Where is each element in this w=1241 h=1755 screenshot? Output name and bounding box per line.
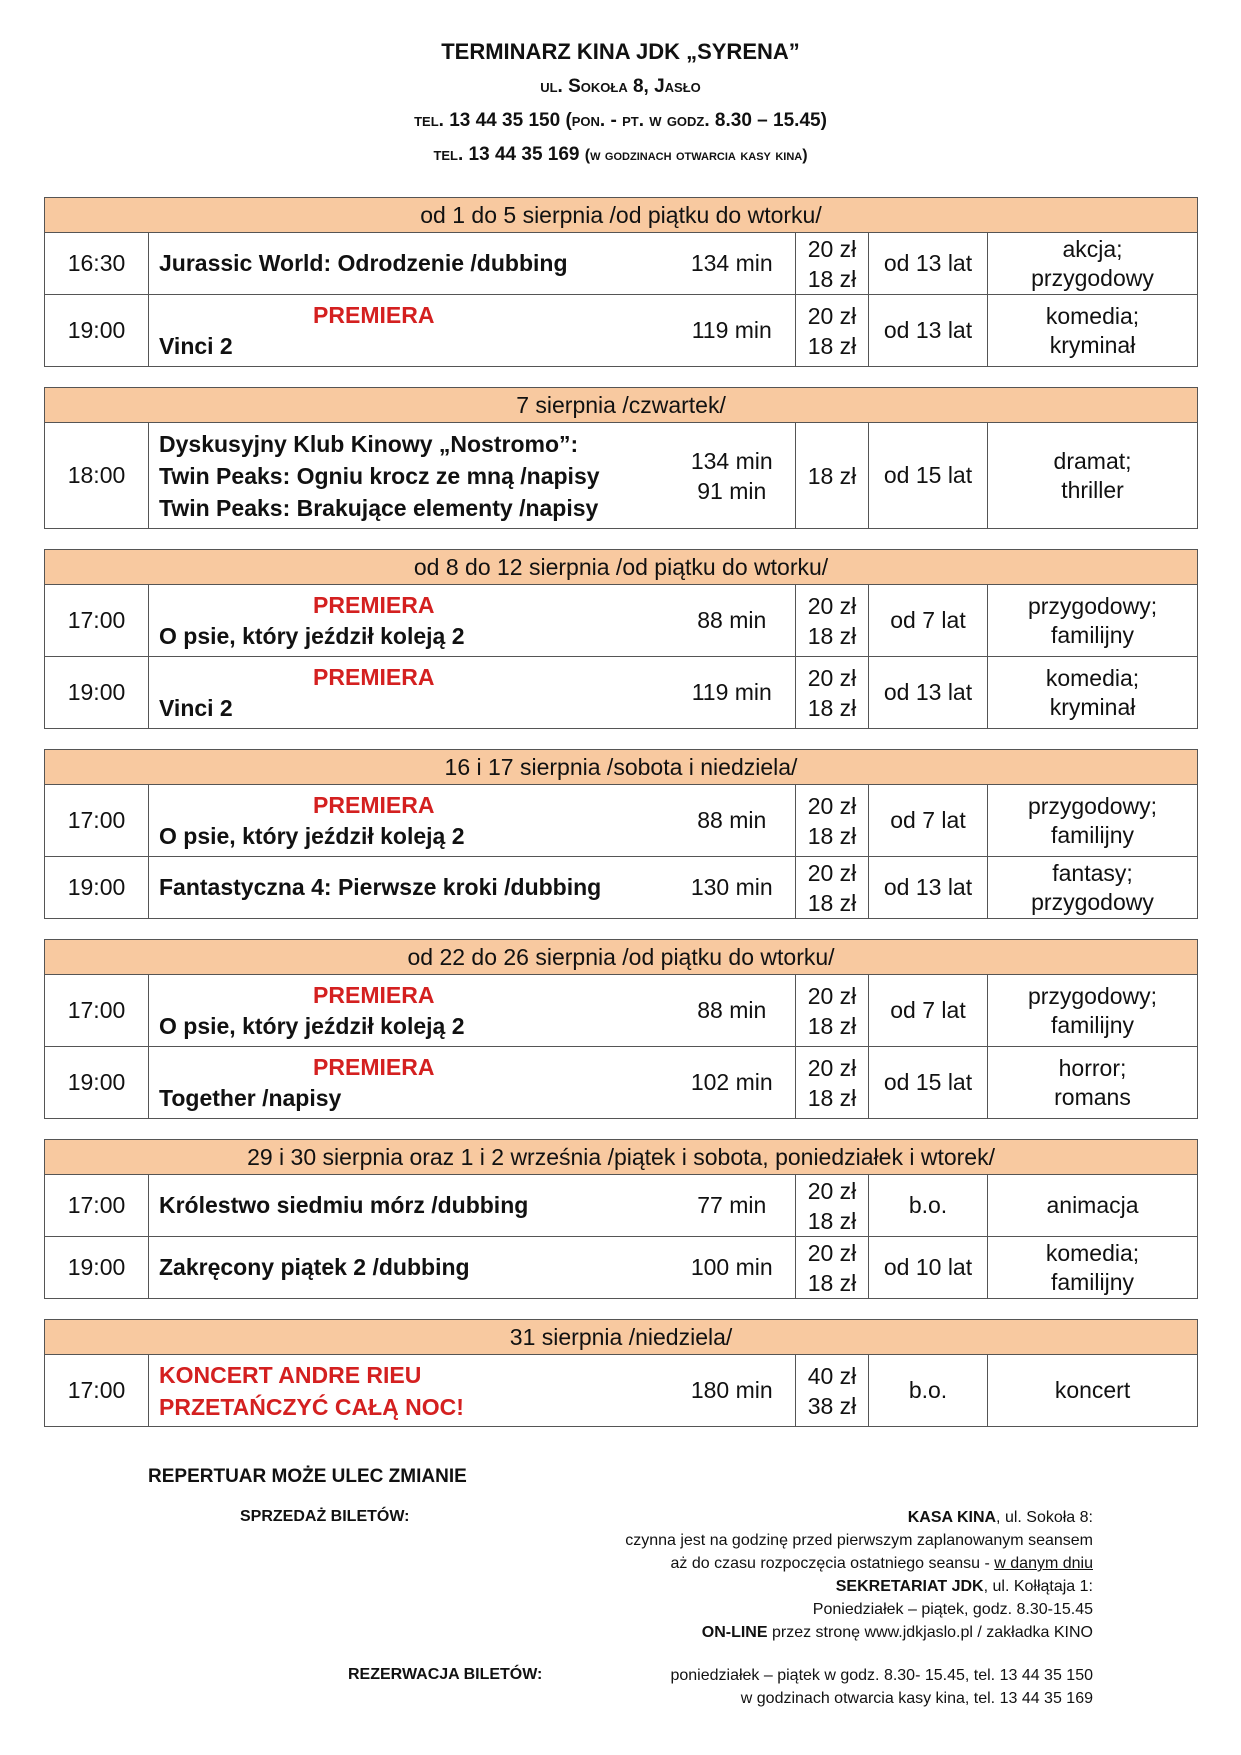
price (796, 1237, 869, 1299)
price (796, 585, 869, 657)
duration: 88 min (669, 975, 796, 1047)
premiere-badge: PREMIERA (313, 591, 435, 618)
block-heading: od 8 do 12 sierpnia /od piątku do wtorku/ (45, 550, 1198, 585)
page-header (0, 34, 1241, 173)
price (796, 857, 869, 919)
reservation-line-1: poniedziałek – piątek w godz. 8.30- 15.45, tel. 13 44 35 150 (670, 1667, 1093, 1684)
schedule-block (44, 749, 1198, 919)
show-time: 17:00 (45, 785, 149, 857)
duration: 77 min (669, 1175, 796, 1237)
sales-info (625, 1506, 1093, 1644)
table-row (45, 1047, 1198, 1119)
age-rating: od 15 lat (869, 423, 988, 529)
age-rating: od 13 lat (869, 233, 988, 295)
show-time: 17:00 (45, 585, 149, 657)
reservation-label: REZERWACJA BILETÓW: (348, 1666, 543, 1683)
show-time: 19:00 (45, 657, 149, 729)
table-row (45, 975, 1198, 1047)
genre (988, 295, 1198, 367)
table-row (45, 857, 1198, 919)
phone-number-2: tel. 13 44 35 169 (433, 144, 580, 165)
reservation-line-2: w godzinach otwarcia kasy kina, tel. 13 44 35 169 (740, 1690, 1093, 1707)
schedule-block (44, 197, 1198, 367)
phone-number-1: tel. 13 44 35 150 (414, 110, 561, 131)
genre: koncert (988, 1355, 1198, 1427)
age-rating: od 7 lat (869, 585, 988, 657)
age-rating: od 13 lat (869, 857, 988, 919)
age-rating: od 15 lat (869, 1047, 988, 1119)
price: 18 zł (796, 423, 869, 529)
price (796, 1047, 869, 1119)
movie-title-cell (149, 423, 669, 529)
genre (988, 857, 1198, 919)
sekretariat-hours: Poniedziałek – piątek, godz. 8.30-15.45 (812, 1601, 1093, 1618)
price-reduced: 18 zł (807, 1084, 857, 1111)
genre (988, 233, 1198, 295)
block-heading: 7 sierpnia /czwartek/ (45, 388, 1198, 423)
genre-2: romans (1054, 1083, 1131, 1110)
price-reduced: 18 zł (807, 332, 857, 359)
price-reduced: 18 zł (807, 265, 857, 292)
price (796, 1175, 869, 1237)
reservation-info (670, 1664, 1093, 1710)
table-row (45, 785, 1198, 857)
show-time: 19:00 (45, 1237, 149, 1299)
show-time: 17:00 (45, 1175, 149, 1237)
kasa-hours-1: czynna jest na godzinę przed pierwszym zaplanowanym seansem (625, 1532, 1093, 1549)
kasa-address: , ul. Sokoła 8: (996, 1509, 1093, 1526)
duration-2: 91 min (697, 477, 767, 504)
genre (988, 585, 1198, 657)
age-rating: od 13 lat (869, 295, 988, 367)
phone-hours-1: (pon. - pt. w godz. 8.30 – 15.45) (565, 110, 827, 131)
movie-title: Vinci 2 (159, 332, 233, 359)
price-normal: 20 zł (807, 792, 857, 819)
duration: 88 min (669, 785, 796, 857)
movie-title-cell (149, 585, 669, 657)
price-reduced: 18 zł (807, 1269, 857, 1296)
age-rating: od 7 lat (869, 785, 988, 857)
duration: 119 min (669, 657, 796, 729)
genre-2: thriller (1061, 476, 1124, 503)
price (796, 233, 869, 295)
movie-title: Królestwo siedmiu mórz /dubbing (149, 1175, 669, 1237)
price-normal: 20 zł (807, 592, 857, 619)
genre (988, 1237, 1198, 1299)
genre (988, 423, 1198, 529)
price-normal: 20 zł (807, 302, 857, 329)
premiere-badge: PREMIERA (313, 981, 435, 1008)
genre-1: horror; (1058, 1054, 1127, 1081)
price-reduced: 18 zł (807, 1012, 857, 1039)
price-reduced: 18 zł (807, 822, 857, 849)
online-link[interactable]: przez stronę www.jdkjaslo.pl / zakładka KINO (767, 1624, 1093, 1641)
price-normal: 20 zł (807, 859, 857, 886)
schedule-block (44, 549, 1198, 729)
price-reduced: 18 zł (807, 694, 857, 721)
show-time: 19:00 (45, 857, 149, 919)
table-row (45, 657, 1198, 729)
genre-2: familijny (1050, 1011, 1135, 1038)
duration: 119 min (669, 295, 796, 367)
price-reduced: 18 zł (807, 1207, 857, 1234)
show-time: 17:00 (45, 1355, 149, 1427)
genre-1: komedia; (1045, 302, 1140, 329)
premiere-badge: PREMIERA (313, 301, 435, 328)
movie-title-cell (149, 975, 669, 1047)
genre-2: familijny (1050, 621, 1135, 648)
movie-title: Together /napisy (159, 1084, 342, 1111)
age-rating: b.o. (869, 1175, 988, 1237)
price-normal: 40 zł (807, 1362, 857, 1389)
phone-line-1 (0, 104, 1241, 138)
premiere-badge: PREMIERA (313, 791, 435, 818)
genre-2: kryminał (1049, 331, 1136, 358)
schedule-block (44, 1319, 1198, 1427)
duration: 130 min (669, 857, 796, 919)
schedule-block (44, 939, 1198, 1119)
genre (988, 975, 1198, 1047)
kasa-hours-2 (625, 1552, 1093, 1575)
block-heading: 31 sierpnia /niedziela/ (45, 1320, 1198, 1355)
cinema-address: ul. Sokoła 8, Jasło (540, 76, 701, 97)
genre (988, 785, 1198, 857)
price-normal: 20 zł (807, 982, 857, 1009)
movie-title: Twin Peaks: Ogniu krocz ze mną /napisy (159, 462, 600, 489)
schedule-block (44, 1139, 1198, 1299)
schedule (44, 197, 1197, 1447)
genre-2: przygodowy (1031, 264, 1154, 291)
movie-title: O psie, który jeździł koleją 2 (159, 1012, 465, 1039)
table-row (45, 423, 1198, 529)
sekretariat-line (625, 1575, 1093, 1598)
price (796, 295, 869, 367)
club-name: Dyskusyjny Klub Kinowy „Nostromo”: (159, 430, 579, 457)
age-rating: od 10 lat (869, 1237, 988, 1299)
price-reduced: 38 zł (807, 1392, 857, 1419)
movie-title: Twin Peaks: Brakujące elementy /napisy (159, 494, 599, 521)
price (796, 1355, 869, 1427)
price (796, 657, 869, 729)
movie-title-cell (149, 785, 669, 857)
table-row (45, 233, 1198, 295)
duration-1: 134 min (690, 447, 773, 474)
premiere-badge: PREMIERA (313, 663, 435, 690)
kasa-hours-2-underlined: w danym dniu (994, 1555, 1093, 1572)
table-row (45, 295, 1198, 367)
price-normal: 20 zł (807, 1054, 857, 1081)
genre-1: fantasy; (1052, 859, 1133, 886)
table-row (45, 585, 1198, 657)
block-heading: 16 i 17 sierpnia /sobota i niedziela/ (45, 750, 1198, 785)
price-normal: 20 zł (807, 1239, 857, 1266)
phone-hours-2: (w godzinach otwarcia kasy kina) (584, 147, 808, 164)
repertoire-note: REPERTUAR MOŻE ULEC ZMIANIE (148, 1466, 467, 1487)
price-reduced: 18 zł (807, 622, 857, 649)
genre-2: kryminał (1049, 693, 1136, 720)
online-line (625, 1621, 1093, 1644)
kasa-line (625, 1506, 1093, 1529)
genre-1: przygodowy; (1027, 982, 1158, 1009)
genre (988, 657, 1198, 729)
block-heading: 29 i 30 sierpnia oraz 1 i 2 września /piątek i sobota, poniedziałek i wtorek/ (45, 1140, 1198, 1175)
event-title: KONCERT ANDRE RIEU (159, 1361, 422, 1388)
movie-title: O psie, który jeździł koleją 2 (159, 622, 465, 649)
age-rating: b.o. (869, 1355, 988, 1427)
event-subtitle: PRZETAŃCZYĆ CAŁĄ NOC! (159, 1393, 464, 1420)
sekretariat-address: , ul. Kołłątaja 1: (983, 1578, 1093, 1595)
show-time: 18:00 (45, 423, 149, 529)
genre-1: komedia; (1045, 1239, 1140, 1266)
phone-line-2 (0, 138, 1241, 173)
show-time: 16:30 (45, 233, 149, 295)
show-time: 19:00 (45, 1047, 149, 1119)
duration: 180 min (669, 1355, 796, 1427)
movie-title-cell (149, 295, 669, 367)
genre (988, 1047, 1198, 1119)
duration: 100 min (669, 1237, 796, 1299)
movie-title: O psie, który jeździł koleją 2 (159, 822, 465, 849)
price (796, 785, 869, 857)
genre-1: komedia; (1045, 664, 1140, 691)
duration: 102 min (669, 1047, 796, 1119)
duration: 134 min (669, 233, 796, 295)
price-normal: 20 zł (807, 1177, 857, 1204)
block-heading: od 1 do 5 sierpnia /od piątku do wtorku/ (45, 198, 1198, 233)
duration (669, 423, 796, 529)
movie-title-cell (149, 657, 669, 729)
block-heading: od 22 do 26 sierpnia /od piątku do wtorku/ (45, 940, 1198, 975)
kasa-hours-2-text: aż do czasu rozpoczęcia ostatniego seansu - (670, 1555, 995, 1572)
sekretariat-name: SEKRETARIAT JDK (835, 1578, 984, 1595)
show-time: 17:00 (45, 975, 149, 1047)
genre-1: dramat; (1053, 447, 1132, 474)
price-normal: 20 zł (807, 664, 857, 691)
show-time: 19:00 (45, 295, 149, 367)
table-row (45, 1355, 1198, 1427)
price-reduced: 18 zł (807, 889, 857, 916)
genre-2: familijny (1050, 1268, 1135, 1295)
genre-1: przygodowy; (1027, 592, 1158, 619)
movie-title: Fantastyczna 4: Pierwsze kroki /dubbing (149, 857, 669, 919)
sales-label: SPRZEDAŻ BILETÓW: (240, 1508, 410, 1525)
online-label: ON-LINE (701, 1624, 768, 1641)
table-row (45, 1237, 1198, 1299)
schedule-block (44, 387, 1198, 529)
age-rating: od 13 lat (869, 657, 988, 729)
duration: 88 min (669, 585, 796, 657)
movie-title: Jurassic World: Odrodzenie /dubbing (149, 233, 669, 295)
genre-2: familijny (1050, 821, 1135, 848)
price (796, 975, 869, 1047)
page-title: TERMINARZ KINA JDK „SYRENA” (441, 39, 800, 64)
genre-2: przygodowy (1031, 888, 1154, 915)
genre: animacja (988, 1175, 1198, 1237)
genre-1: przygodowy; (1027, 792, 1158, 819)
movie-title: Vinci 2 (159, 694, 233, 721)
price-normal: 20 zł (807, 235, 857, 262)
age-rating: od 7 lat (869, 975, 988, 1047)
event-title-cell (149, 1355, 669, 1427)
movie-title: Zakręcony piątek 2 /dubbing (149, 1237, 669, 1299)
genre-1: akcja; (1062, 235, 1123, 262)
premiere-badge: PREMIERA (313, 1053, 435, 1080)
kasa-name: KASA KINA (907, 1509, 997, 1526)
movie-title-cell (149, 1047, 669, 1119)
table-row (45, 1175, 1198, 1237)
